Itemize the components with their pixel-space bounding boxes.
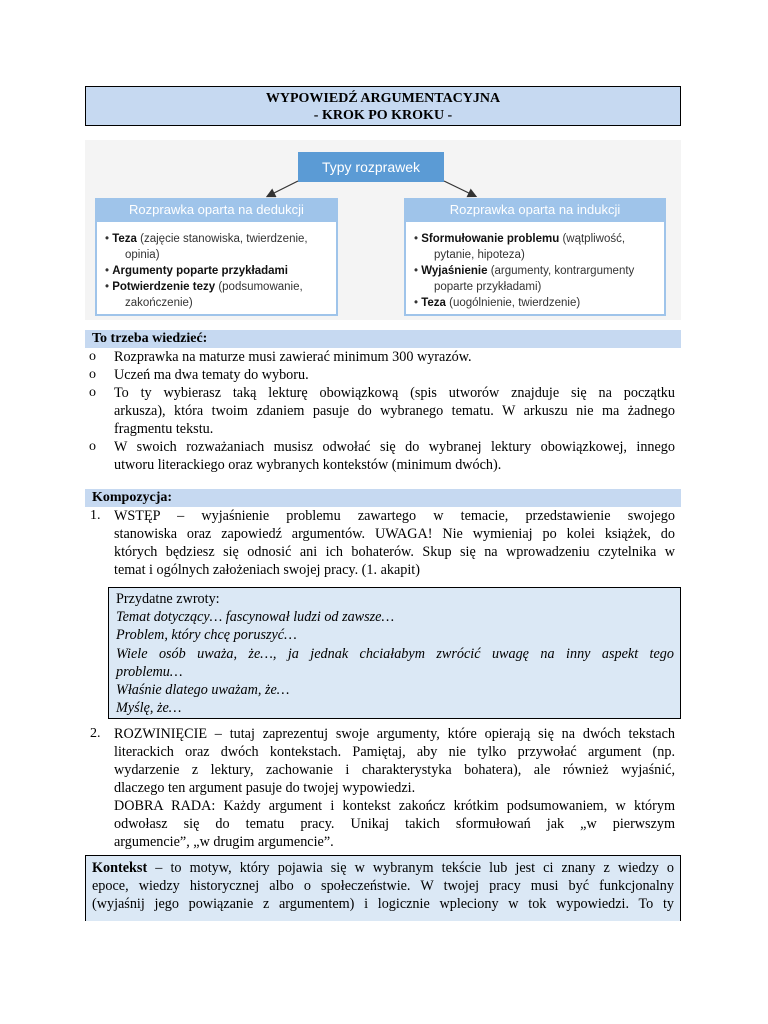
context-line: (wyjaśnij jego powiązanie z argumentem) i logicznie wpleciony w tok wypowiedzi. To ty (92, 896, 674, 912)
phrase-line: Myślę, że… (116, 700, 182, 717)
deduction-header: Rozprawka oparta na dedukcji (95, 198, 338, 222)
must-know-header: To trzeba wiedzieć: (85, 330, 681, 348)
context-box (85, 855, 681, 921)
bullet-3: o (89, 385, 96, 400)
phrase-line: Wiele osób uważa, że…, ja jednak chciałabym zwrócić uwagę na inny aspekt tego (116, 645, 674, 662)
step-1-text: WSTĘP – wyjaśnienie problemu zawartego w temacie, przedstawienie swojego stanowiska oraz zapowiedź argumentów. UWAGA! Nie wymieniaj po kolei książek, do których będziesz się odnosić ani ich bohaterów. Skup się na wprowadzeniu czytelnika w temat i ogólnych założeniach swojej pracy. (1. akapit) (114, 508, 675, 578)
list-item: • Potwierdzenie tezy (podsumowanie, zakończenie) (105, 281, 303, 309)
deduction-list (105, 231, 335, 311)
phrase-line: Temat dotyczący… fascynował ludzi od zawsze… (116, 609, 395, 626)
list-item: • Teza (uogólnienie, twierdzenie) (414, 297, 581, 309)
step-2-number: 2. (90, 726, 101, 741)
induction-header: Rozprawka oparta na indukcji (404, 198, 666, 222)
right-arrow (444, 181, 475, 196)
phrase-line: problemu… (116, 663, 183, 680)
induction-list (414, 231, 664, 311)
list-item: To ty wybierasz taką lekturę obowiązkową (spis utworów znajduje się na początku (114, 385, 675, 401)
must-know-list: Rozprawka na maturze musi zawierać minimum 300 wyrazów. Uczeń ma dwa tematy do wyboru. To ty wybierasz taką lekturę obowiązkową (spis utworów znajduje się na początku arkusza), która twoim zdaniem pasuje do wybranego tematu. W arkuszu nie ma żadnego fragmentu tekstu. W swoich rozważaniach musisz odwołać się do wybranej lektury obowiązkowej, innego utworu literackiego oraz wybranych kontekstów (minimum dwóch). (114, 349, 675, 473)
list-item: Rozprawka na maturze musi zawierać minimum 300 wyrazów. (114, 349, 472, 365)
step-1-number: 1. (90, 508, 101, 523)
list-item: W swoich rozważaniach musisz odwołać się do wybranej lektury obowiązkowej, innego (114, 439, 675, 455)
left-arrow (268, 181, 298, 196)
phrases-title: Przydatne zwroty: (116, 591, 220, 607)
bullet-2: o (89, 367, 96, 382)
list-item: • Wyjaśnienie (argumenty, kontrargumenty poparte przykładami) (414, 265, 635, 293)
context-line: Kontekst – to motyw, który pojawia się w wybranym tekście lub jest ci znany z wiedzy o (92, 860, 674, 876)
list-item: • Sformułowanie problemu (wątpliwość, pytanie, hipoteza) (414, 233, 626, 261)
document-title (85, 86, 681, 126)
essay-types-diagram (85, 140, 681, 320)
title-line-2: - KROK PO KROKU - (313, 108, 453, 123)
context-line: epoce, wiedzy historycznej albo o społeczeństwie. W twojej pracy musi być funkcjonalny (92, 878, 674, 894)
phrase-line: Właśnie dlatego uważam, że… (116, 682, 290, 699)
list-item: • Teza (zajęcie stanowiska, twierdzenie, opinia) (105, 233, 308, 261)
list-item: • Argumenty poparte przykładami (105, 265, 288, 277)
bullet-4: o (89, 439, 96, 454)
phrase-line: Problem, który chcę poruszyć… (116, 627, 297, 644)
context-term: Kontekst (92, 860, 148, 876)
diagram-root: Typy rozprawek (298, 152, 444, 182)
step-2-text: ROZWINIĘCIE – tutaj zaprezentuj swoje argumenty, które opierają się na dwóch tekstach literackich oraz dwóch kontekstach. Pamiętaj, aby nie tylko przywołać argument (np. wydarzenie z lektury, zachowanie i charakterystyka bohatera), ale również wyjaśnić, dlaczego ten argument pasuje do twojej wypowiedzi. DOBRA RADA: Każdy argument i kontekst zakończ krótkim podsumowaniem, w którym odwołasz się do tematu pracy. Unikaj takich sformułowań jak „w pierwszym argumencie”, „w drugim argumencie”. (114, 726, 675, 850)
list-item: Uczeń ma dwa tematy do wyboru. (114, 367, 309, 383)
bullet-1: o (89, 349, 96, 364)
title-line-1: WYPOWIEDŹ ARGUMENTACYJNA (265, 91, 501, 106)
composition-header: Kompozycja: (85, 489, 681, 507)
useful-phrases-box (108, 587, 681, 719)
